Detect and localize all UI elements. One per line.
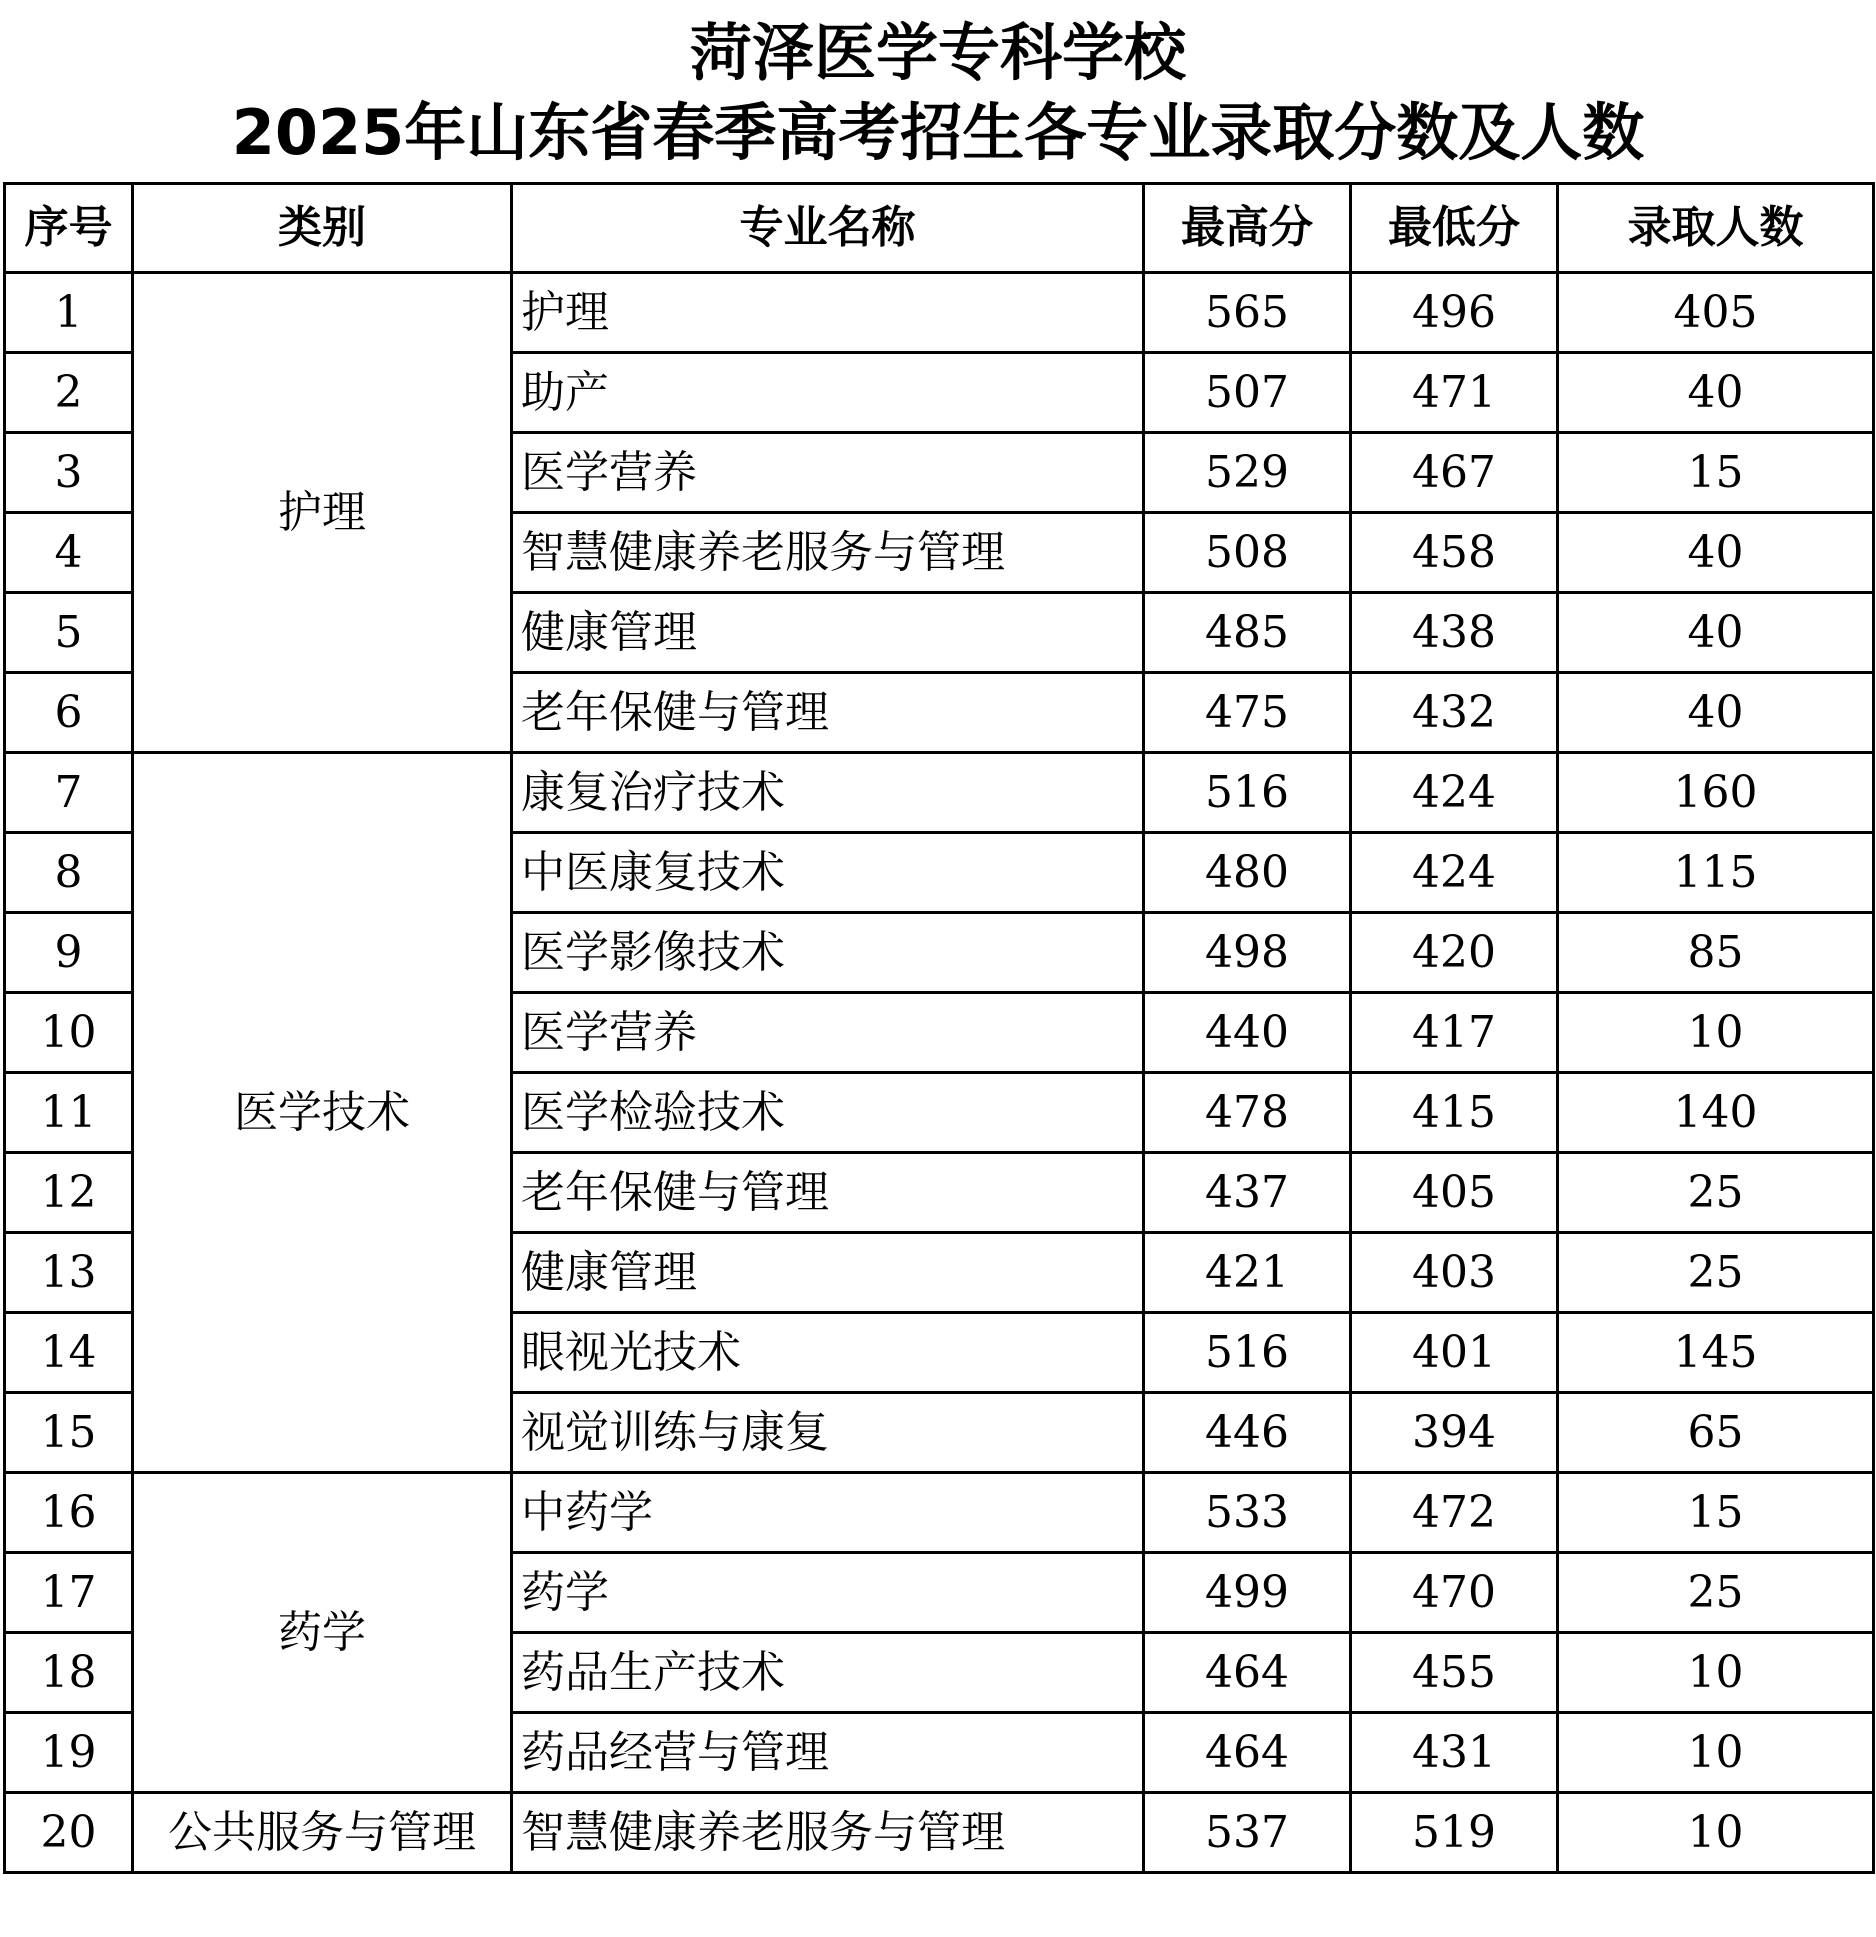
- cell-min-score: 470: [1351, 1553, 1558, 1633]
- cell-admitted-count: 10: [1558, 1713, 1874, 1793]
- cell-admitted-count: 25: [1558, 1233, 1874, 1313]
- cell-major: 医学检验技术: [512, 1073, 1144, 1153]
- cell-min-score: 496: [1351, 273, 1558, 353]
- cell-no: 1: [5, 273, 133, 353]
- cell-major: 医学影像技术: [512, 913, 1144, 993]
- header-category: 类别: [133, 184, 512, 273]
- cell-no: 3: [5, 433, 133, 513]
- cell-major: 健康管理: [512, 1233, 1144, 1313]
- cell-max-score: 464: [1144, 1633, 1351, 1713]
- table-row: [5, 1473, 1874, 1553]
- cell-admitted-count: 10: [1558, 1633, 1874, 1713]
- cell-min-score: 467: [1351, 433, 1558, 513]
- cell-min-score: 438: [1351, 593, 1558, 673]
- cell-min-score: 403: [1351, 1233, 1558, 1313]
- cell-admitted-count: 10: [1558, 993, 1874, 1073]
- cell-major: 中药学: [512, 1473, 1144, 1553]
- cell-major: 医学营养: [512, 433, 1144, 513]
- cell-major: 中医康复技术: [512, 833, 1144, 913]
- cell-no: 13: [5, 1233, 133, 1313]
- cell-major: 老年保健与管理: [512, 1153, 1144, 1233]
- header-no: 序号: [5, 184, 133, 273]
- table-row: [5, 273, 1874, 353]
- cell-max-score: 421: [1144, 1233, 1351, 1313]
- cell-min-score: 405: [1351, 1153, 1558, 1233]
- cell-no: 2: [5, 353, 133, 433]
- cell-admitted-count: 405: [1558, 273, 1874, 353]
- table-body: [5, 273, 1874, 1873]
- cell-no: 4: [5, 513, 133, 593]
- cell-admitted-count: 40: [1558, 673, 1874, 753]
- cell-major: 智慧健康养老服务与管理: [512, 513, 1144, 593]
- cell-max-score: 464: [1144, 1713, 1351, 1793]
- cell-admitted-count: 145: [1558, 1313, 1874, 1393]
- cell-admitted-count: 40: [1558, 593, 1874, 673]
- cell-major: 护理: [512, 273, 1144, 353]
- cell-no: 19: [5, 1713, 133, 1793]
- cell-max-score: 437: [1144, 1153, 1351, 1233]
- cell-min-score: 519: [1351, 1793, 1558, 1873]
- cell-admitted-count: 15: [1558, 1473, 1874, 1553]
- cell-major: 健康管理: [512, 593, 1144, 673]
- page-subtitle: 2025年山东省春季高考招生各专业录取分数及人数: [231, 96, 1645, 169]
- cell-min-score: 424: [1351, 833, 1558, 913]
- cell-major: 药学: [512, 1553, 1144, 1633]
- cell-no: 10: [5, 993, 133, 1073]
- cell-admitted-count: 115: [1558, 833, 1874, 913]
- cell-max-score: 498: [1144, 913, 1351, 993]
- table-row: [5, 753, 1874, 833]
- cell-no: 7: [5, 753, 133, 833]
- cell-admitted-count: 140: [1558, 1073, 1874, 1153]
- cell-no: 8: [5, 833, 133, 913]
- cell-max-score: 480: [1144, 833, 1351, 913]
- table-header-row: [5, 184, 1874, 273]
- cell-no: 15: [5, 1393, 133, 1473]
- cell-category: 医学技术: [133, 753, 512, 1473]
- cell-no: 5: [5, 593, 133, 673]
- cell-min-score: 394: [1351, 1393, 1558, 1473]
- cell-no: 20: [5, 1793, 133, 1873]
- cell-major: 老年保健与管理: [512, 673, 1144, 753]
- cell-major: 医学营养: [512, 993, 1144, 1073]
- cell-major: 智慧健康养老服务与管理: [512, 1793, 1144, 1873]
- cell-major: 视觉训练与康复: [512, 1393, 1144, 1473]
- table-row: [5, 1793, 1874, 1873]
- cell-max-score: 499: [1144, 1553, 1351, 1633]
- cell-admitted-count: 65: [1558, 1393, 1874, 1473]
- cell-max-score: 533: [1144, 1473, 1351, 1553]
- cell-major: 康复治疗技术: [512, 753, 1144, 833]
- cell-min-score: 420: [1351, 913, 1558, 993]
- admissions-table: [3, 182, 1875, 1874]
- cell-min-score: 471: [1351, 353, 1558, 433]
- cell-min-score: 417: [1351, 993, 1558, 1073]
- page-title: 菏泽医学专科学校: [689, 16, 1186, 89]
- cell-min-score: 472: [1351, 1473, 1558, 1553]
- cell-no: 6: [5, 673, 133, 753]
- cell-major: 助产: [512, 353, 1144, 433]
- cell-max-score: 446: [1144, 1393, 1351, 1473]
- cell-admitted-count: 15: [1558, 433, 1874, 513]
- cell-max-score: 475: [1144, 673, 1351, 753]
- cell-max-score: 485: [1144, 593, 1351, 673]
- cell-max-score: 507: [1144, 353, 1351, 433]
- header-max-score: 最高分: [1144, 184, 1351, 273]
- cell-max-score: 537: [1144, 1793, 1351, 1873]
- header-major: 专业名称: [512, 184, 1144, 273]
- cell-no: 18: [5, 1633, 133, 1713]
- cell-max-score: 565: [1144, 273, 1351, 353]
- cell-no: 12: [5, 1153, 133, 1233]
- cell-min-score: 455: [1351, 1633, 1558, 1713]
- cell-admitted-count: 40: [1558, 353, 1874, 433]
- header-admitted-count: 录取人数: [1558, 184, 1874, 273]
- cell-min-score: 458: [1351, 513, 1558, 593]
- cell-no: 17: [5, 1553, 133, 1633]
- cell-admitted-count: 160: [1558, 753, 1874, 833]
- cell-no: 9: [5, 913, 133, 993]
- cell-min-score: 432: [1351, 673, 1558, 753]
- cell-max-score: 516: [1144, 753, 1351, 833]
- cell-no: 14: [5, 1313, 133, 1393]
- cell-max-score: 508: [1144, 513, 1351, 593]
- header-min-score: 最低分: [1351, 184, 1558, 273]
- cell-major: 药品经营与管理: [512, 1713, 1144, 1793]
- cell-admitted-count: 85: [1558, 913, 1874, 993]
- cell-major: 眼视光技术: [512, 1313, 1144, 1393]
- cell-min-score: 424: [1351, 753, 1558, 833]
- cell-max-score: 529: [1144, 433, 1351, 513]
- cell-category: 药学: [133, 1473, 512, 1793]
- cell-no: 11: [5, 1073, 133, 1153]
- cell-max-score: 478: [1144, 1073, 1351, 1153]
- cell-major: 药品生产技术: [512, 1633, 1144, 1713]
- cell-max-score: 440: [1144, 993, 1351, 1073]
- cell-no: 16: [5, 1473, 133, 1553]
- cell-admitted-count: 25: [1558, 1153, 1874, 1233]
- cell-category: 公共服务与管理: [133, 1793, 512, 1873]
- cell-category: 护理: [133, 273, 512, 753]
- cell-min-score: 431: [1351, 1713, 1558, 1793]
- cell-min-score: 401: [1351, 1313, 1558, 1393]
- cell-admitted-count: 40: [1558, 513, 1874, 593]
- cell-admitted-count: 25: [1558, 1553, 1874, 1633]
- cell-min-score: 415: [1351, 1073, 1558, 1153]
- cell-max-score: 516: [1144, 1313, 1351, 1393]
- page-title-block: [0, 0, 1876, 182]
- cell-admitted-count: 10: [1558, 1793, 1874, 1873]
